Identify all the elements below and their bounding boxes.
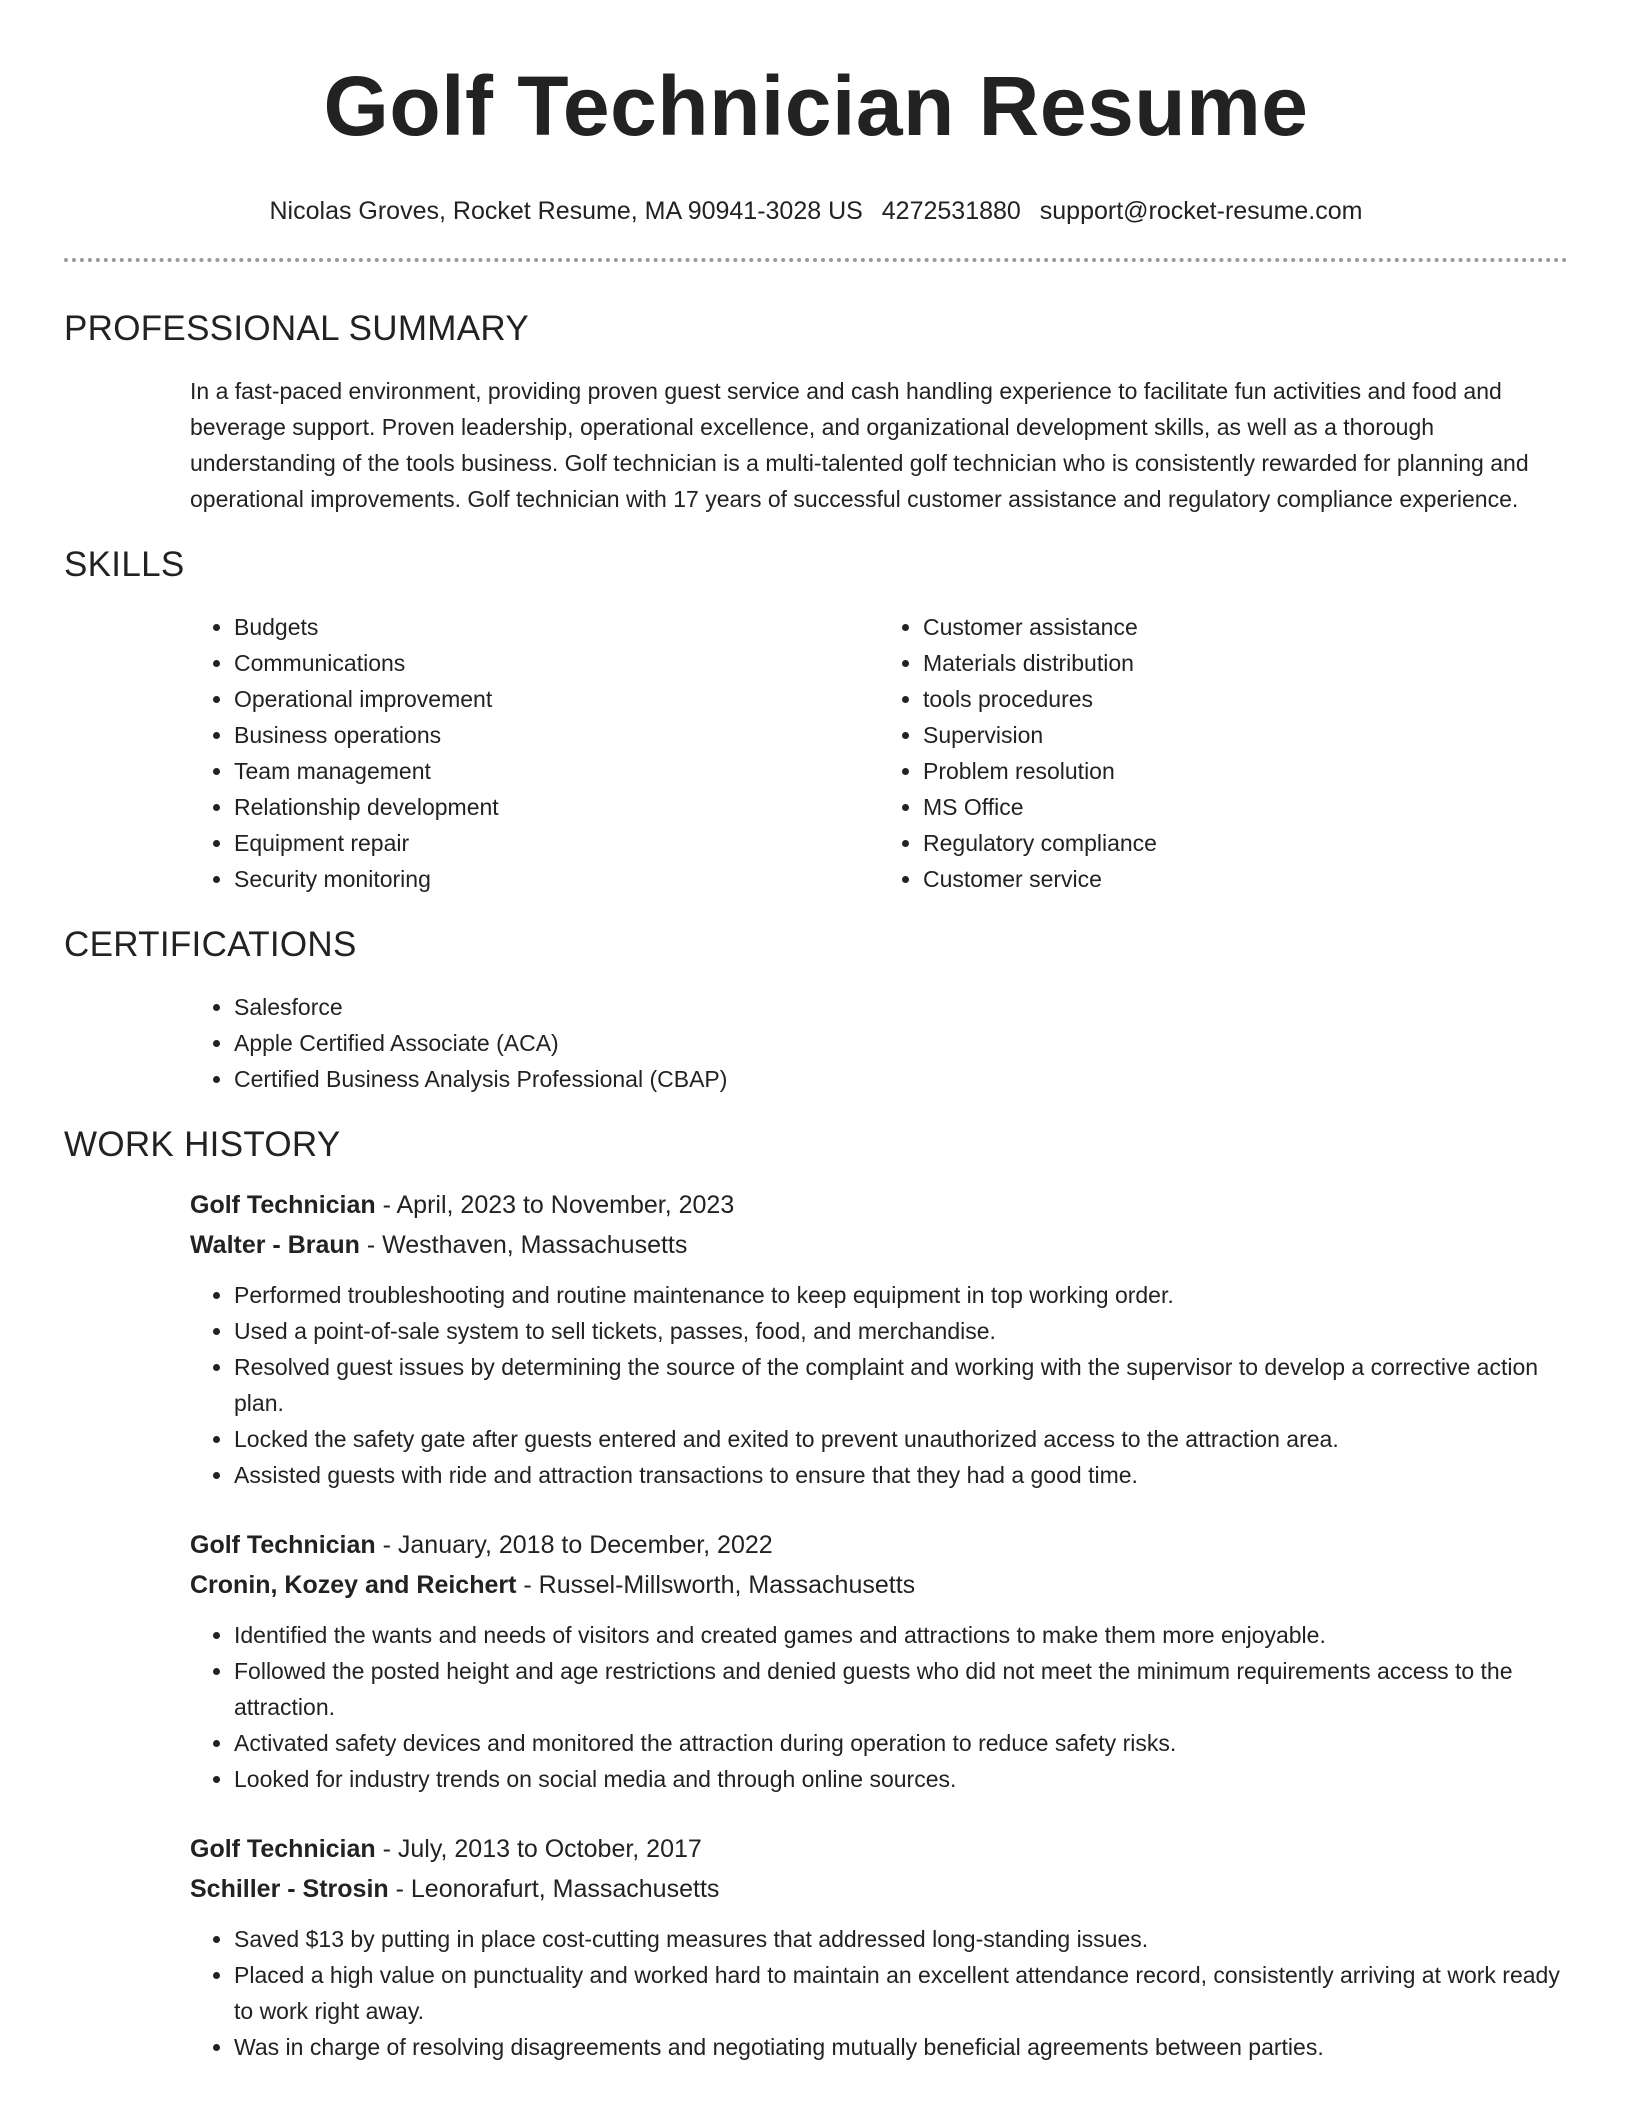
job-company-line [190,1869,1568,1909]
job-bullets [190,1617,1568,1797]
certification-item: • Certified Business Analysis Professional (CBAP) [234,1061,1568,1097]
contact-line [64,194,1568,228]
job-company: Walter - Braun [190,1231,360,1259]
skills-columns [190,609,1568,897]
skills-list-right [879,609,1568,897]
section-title-summary: PROFESSIONAL SUMMARY [64,309,529,348]
certification-item: • Salesforce [234,989,1568,1025]
job-title: Golf Technician [190,1835,376,1863]
job-location: - Westhaven, Massachusetts [359,1231,688,1259]
contact-email: support@rocket-resume.com [1039,197,1363,225]
skill-item: • MS Office [923,789,1568,825]
skill-item: • Equipment repair [234,825,879,861]
job-entry [190,1525,1568,1797]
skill-item: • Team management [234,753,879,789]
skill-item: • Budgets [234,609,879,645]
job-dates: - January, 2018 to December, 2022 [375,1531,773,1559]
skill-item: • Regulatory compliance [923,825,1568,861]
job-company: Schiller - Strosin [190,1875,389,1903]
job-company-line [190,1225,1568,1265]
contact-phone: 4272531880 [881,197,1021,225]
skill-item: • Materials distribution [923,645,1568,681]
job-title-line [190,1829,1568,1869]
job-title: Golf Technician [190,1531,376,1559]
job-bullet: • Resolved guest issues by determining the source of the complaint and working with the supervisor to develop a corrective action plan. [234,1349,1568,1421]
job-bullet: • Locked the safety gate after guests entered and exited to prevent unauthorized access to the attraction area. [234,1421,1568,1457]
skill-item: • Relationship development [234,789,879,825]
skill-item: • Supervision [923,717,1568,753]
section-title-work-history: WORK HISTORY [64,1125,341,1164]
resume-title: Golf Technician Resume [323,59,1309,153]
job-bullet: • Looked for industry trends on social media and through online sources. [234,1761,1568,1797]
skill-item: • Customer assistance [923,609,1568,645]
section-title-skills: SKILLS [64,545,185,584]
job-bullets [190,1921,1568,2065]
job-title: Golf Technician [190,1191,376,1219]
job-bullet: • Identified the wants and needs of visitors and created games and attractions to make them more enjoyable. [234,1617,1568,1653]
skills-list-left [190,609,879,897]
contact-address: Nicolas Groves, Rocket Resume, MA 90941-3028 US [269,197,863,225]
job-location: - Leonorafurt, Massachusetts [388,1875,720,1903]
certification-item: • Apple Certified Associate (ACA) [234,1025,1568,1061]
section-title-certifications: CERTIFICATIONS [64,925,357,964]
skill-item: • Operational improvement [234,681,879,717]
skill-item: • tools procedures [923,681,1568,717]
job-bullet: • Followed the posted height and age restrictions and denied guests who did not meet the minimum requirements access to the attraction. [234,1653,1568,1725]
job-bullet: • Activated safety devices and monitored the attraction during operation to reduce safety risks. [234,1725,1568,1761]
skill-item: • Communications [234,645,879,681]
skill-item: • Customer service [923,861,1568,897]
job-company-line [190,1565,1568,1605]
job-company: Cronin, Kozey and Reichert [190,1571,517,1599]
skill-item: • Problem resolution [923,753,1568,789]
job-bullet: • Placed a high value on punctuality and worked hard to maintain an excellent attendance record, consistently arriving at work ready to work right away. [234,1957,1568,2029]
job-bullet: • Performed troubleshooting and routine maintenance to keep equipment in top working order. [234,1277,1568,1313]
job-bullets [190,1277,1568,1493]
job-entry [190,1185,1568,1493]
job-entry [190,1829,1568,2065]
summary-paragraph: In a fast-paced environment, providing proven guest service and cash handling experience to facilitate fun activities and food and beverage support. Proven leadership, operational excellence, and organizational development skills, as well as a thorough understanding of the tools business. Golf technician is a multi-talented golf technician who is consistently rewarded for planning and operational improvements. Golf technician with 17 years of successful customer assistance and regulatory compliance experience. [190,378,1529,512]
certifications-list [190,989,1568,1097]
job-bullet: • Assisted guests with ride and attraction transactions to ensure that they had a good time. [234,1457,1568,1493]
job-location: - Russel-Millsworth, Massachusetts [516,1571,916,1599]
job-dates: - July, 2013 to October, 2017 [375,1835,702,1863]
job-bullet: • Was in charge of resolving disagreements and negotiating mutually beneficial agreements between parties. [234,2029,1568,2065]
job-title-line [190,1185,1568,1225]
job-title-line [190,1525,1568,1565]
skill-item: • Business operations [234,717,879,753]
job-bullet: • Saved $13 by putting in place cost-cutting measures that addressed long-standing issues. [234,1921,1568,1957]
header-divider [64,258,1568,262]
job-dates: - April, 2023 to November, 2023 [375,1191,735,1219]
skill-item: • Security monitoring [234,861,879,897]
job-bullet: • Used a point-of-sale system to sell tickets, passes, food, and merchandise. [234,1313,1568,1349]
